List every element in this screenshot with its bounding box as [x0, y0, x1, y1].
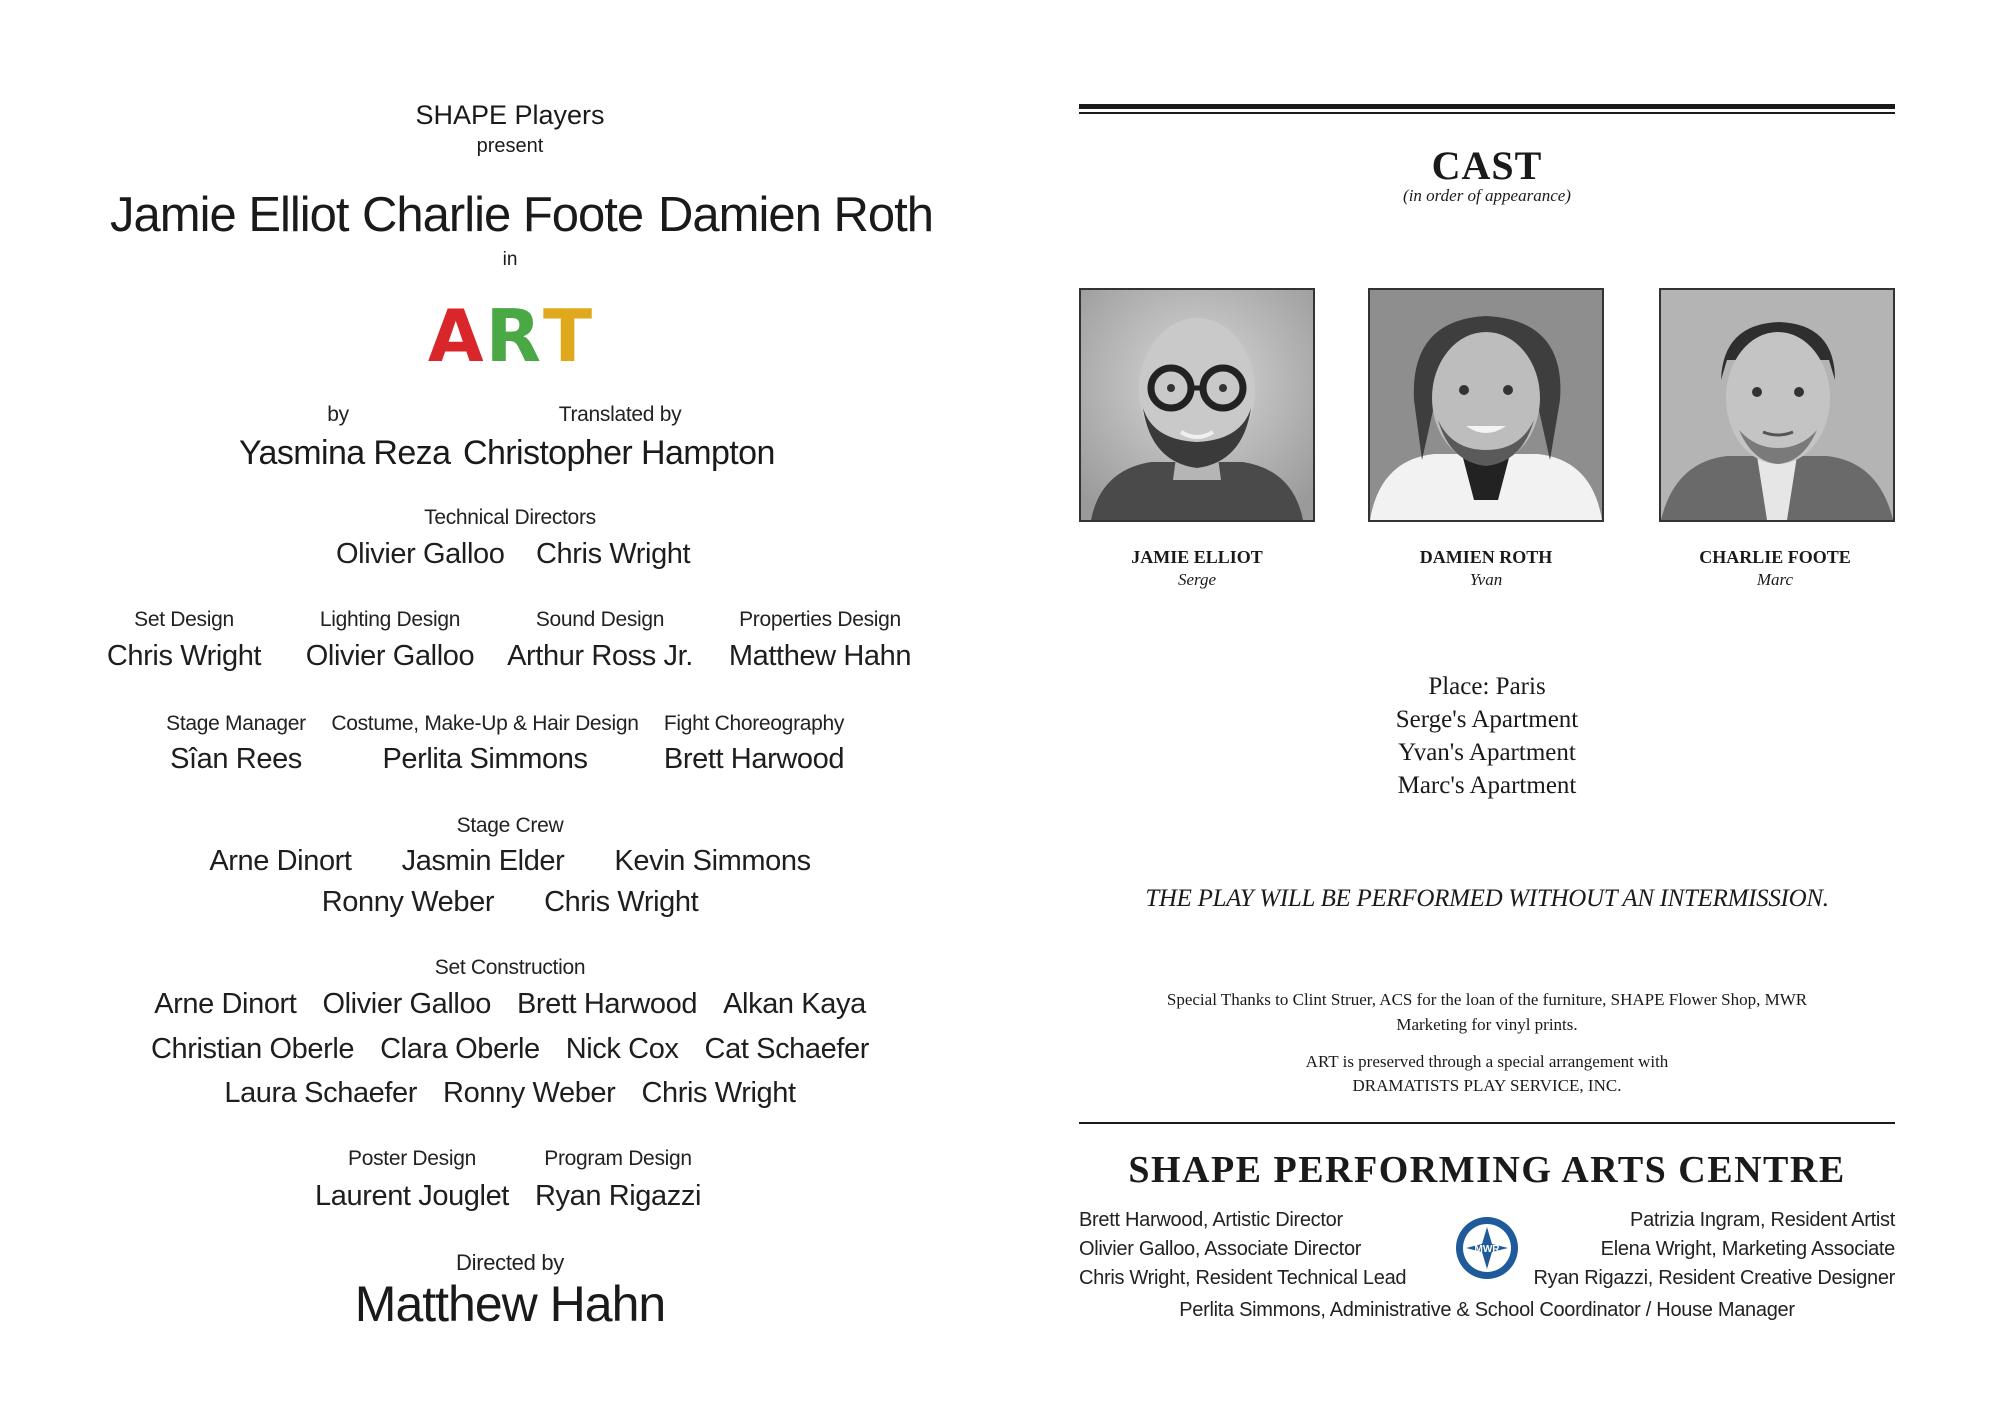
intermission-note: THE PLAY WILL BE PERFORMED WITHOUT AN INTERMISSION. [1145, 885, 1829, 912]
builder-name: Arne Dinort [154, 988, 297, 1020]
cast-member-role: Yvan [1469, 570, 1503, 589]
in-label: in [502, 249, 518, 270]
headshot-damien-roth [1368, 288, 1604, 522]
headshot-charlie-foote [1659, 288, 1895, 522]
credit-role: Properties Design [739, 608, 901, 631]
location: Serge's Apartment [1395, 706, 1579, 733]
staff-entry: Chris Wright, Resident Technical Lead [1079, 1267, 1407, 1289]
builder-name: Nick Cox [565, 1033, 679, 1065]
place-label: Place: [1428, 673, 1490, 700]
cast-member-role: Marc [1756, 570, 1794, 589]
staff-entry: Brett Harwood, Artistic Director [1079, 1209, 1343, 1231]
staff-entry: Elena Wright, Marketing Associate [1600, 1238, 1895, 1260]
builder-name: Brett Harwood [516, 988, 698, 1020]
location: Yvan's Apartment [1398, 739, 1576, 766]
builder-name: Cat Schaefer [704, 1033, 870, 1065]
place-line [1079, 673, 1895, 701]
credit-name: Perlita Simmons [382, 743, 588, 775]
cast-subheading: (in order of appearance) [1403, 186, 1571, 205]
lead-actor-2: Charlie Foote [362, 188, 644, 242]
headshot-jamie-elliot [1079, 288, 1315, 522]
credit-name: Olivier Galloo [305, 640, 475, 672]
builder-name: Clara Oberle [380, 1033, 540, 1065]
present-label: present [476, 135, 544, 157]
mwr-logo-text: MWR [1474, 1244, 1500, 1255]
builder-name: Laura Schaefer [224, 1077, 418, 1109]
crew-member: Kevin Simmons [614, 845, 811, 877]
stage-crew-row-1 [0, 845, 1020, 878]
staff-entry: Olivier Galloo, Associate Director [1079, 1238, 1362, 1260]
cast-heading: CAST [1431, 143, 1543, 188]
crew-member: Jasmin Elder [401, 845, 565, 877]
credit-name: Chris Wright [106, 640, 262, 672]
technical-director-2: Chris Wright [536, 538, 691, 570]
credit-role: Costume, Make-Up & Hair Design [331, 712, 639, 735]
credit-role: Stage Manager [166, 712, 306, 735]
title-letter-t: T [543, 294, 593, 378]
top-rule-thin [1079, 112, 1895, 114]
author-name: Yasmina Reza [239, 434, 451, 472]
cast-member-name: CHARLIE FOOTE [1699, 547, 1851, 567]
thanks-line-1: Special Thanks to Clint Struer, ACS for the loan of the furniture, SHAPE Flower Shop, MWR [1166, 990, 1808, 1009]
staff-entry: Ryan Rigazzi, Resident Creative Designer [1533, 1267, 1895, 1289]
credit-name: Arthur Ross Jr. [507, 640, 693, 672]
technical-directors-label: Technical Directors [424, 506, 596, 529]
credit-name: Brett Harwood [663, 743, 845, 775]
stage-crew-label: Stage Crew [456, 814, 564, 837]
credit-name: Sîan Rees [170, 743, 302, 775]
place-value: Paris [1495, 673, 1546, 700]
set-construction-row-3 [0, 1077, 1020, 1110]
credit-role: Lighting Design [319, 608, 461, 631]
crew-member: Ronny Weber [321, 886, 495, 918]
set-construction-label: Set Construction [434, 956, 586, 979]
thanks-line-2: Marketing for vinyl prints. [1396, 1015, 1578, 1034]
staff-entry: Perlita Simmons, Administrative & School Coordinator / House Manager [1179, 1299, 1795, 1321]
credit-name: Ryan Rigazzi [534, 1180, 702, 1212]
directed-by-label: Directed by [456, 1250, 564, 1275]
translator-name: Christopher Hampton [463, 434, 775, 472]
divider-rule [1079, 1122, 1895, 1124]
credit-name: Matthew Hahn [728, 640, 912, 672]
credit-name: Laurent Jouglet [315, 1180, 509, 1212]
director-name: Matthew Hahn [354, 1276, 666, 1332]
builder-name: Alkan Kaya [723, 988, 866, 1020]
staff-entry: Patrizia Ingram, Resident Artist [1630, 1209, 1895, 1231]
credit-role: Poster Design [348, 1147, 476, 1170]
title-letter-a: A [427, 294, 486, 378]
rights-line-1: ART is preserved through a special arrangement with [1305, 1052, 1669, 1071]
builder-name: Christian Oberle [150, 1033, 355, 1065]
lead-actor-3: Damien Roth [658, 188, 933, 242]
title-letter-r: R [485, 294, 544, 378]
credit-role: Fight Choreography [663, 712, 845, 735]
location: Marc's Apartment [1397, 772, 1577, 799]
builder-name: Olivier Galloo [322, 988, 491, 1020]
cast-member-name: DAMIEN ROTH [1419, 547, 1553, 567]
rights-line-2: DRAMATISTS PLAY SERVICE, INC. [1352, 1076, 1622, 1095]
cast-member-name: JAMIE ELLIOT [1131, 547, 1263, 567]
cast-member-role: Serge [1177, 570, 1217, 589]
lead-actor-1: Jamie Elliot [110, 188, 349, 242]
stage-crew-row-2 [0, 886, 1020, 919]
builder-name: Ronny Weber [443, 1077, 616, 1109]
play-title [0, 294, 1020, 378]
mwr-logo [1454, 1215, 1520, 1281]
credit-role: Sound Design [535, 608, 665, 631]
crew-member: Chris Wright [544, 886, 699, 918]
crew-member: Arne Dinort [209, 845, 352, 877]
set-construction-row-1 [0, 988, 1020, 1021]
translator-label: Translated by [558, 403, 682, 426]
credit-role: Set Design [134, 608, 234, 631]
technical-director-1: Olivier Galloo [336, 538, 505, 570]
centre-name: SHAPE PERFORMING ARTS CENTRE [1128, 1149, 1846, 1191]
top-rule-thick [1079, 104, 1895, 109]
set-construction-row-2 [0, 1033, 1020, 1066]
credit-role: Program Design [544, 1147, 692, 1170]
company-name: SHAPE Players [415, 100, 605, 130]
builder-name: Chris Wright [641, 1077, 796, 1109]
author-label: by [327, 403, 349, 426]
